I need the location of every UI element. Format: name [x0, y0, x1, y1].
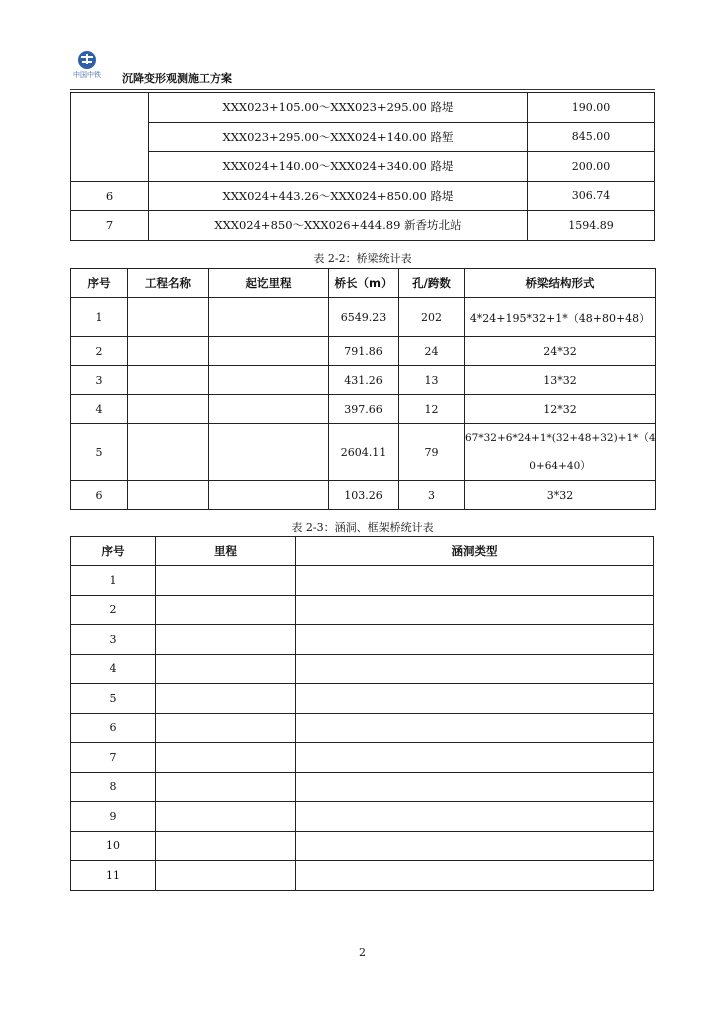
- table-row: [71, 625, 654, 655]
- spans-cell: 79: [399, 424, 465, 481]
- table-cell: [156, 713, 296, 743]
- range-cell: XXX024+850～XXX026+444.89 新香坊北站: [149, 211, 528, 241]
- name-cell: [128, 298, 209, 337]
- table-row: [71, 861, 654, 891]
- logo-text: 中国中铁: [73, 71, 101, 79]
- no-cell: 4: [71, 395, 128, 424]
- table2-caption: 表 2-2：桥梁统计表: [313, 252, 412, 265]
- table-cell: [296, 713, 654, 743]
- table-row: [71, 181, 655, 211]
- name-cell: [128, 366, 209, 395]
- spans-cell: 202: [399, 298, 465, 337]
- table-row: [71, 122, 655, 152]
- no-cell: 9: [71, 802, 156, 832]
- table3-caption: 表 2-3：涵洞、框架桥统计表: [291, 521, 434, 534]
- table-row: [71, 802, 654, 832]
- header-length: 桥长（m）: [329, 269, 399, 298]
- no-cell: 6: [71, 481, 128, 510]
- structure-cell: 4*24+195*32+1*（48+80+48）: [465, 298, 656, 337]
- length-cell: 397.66: [329, 395, 399, 424]
- table-row: [71, 713, 654, 743]
- no-cell: 2: [71, 595, 156, 625]
- header-no: 序号: [71, 537, 156, 566]
- no-cell: 1: [71, 566, 156, 596]
- name-cell: [128, 424, 209, 481]
- table-cell: [156, 743, 296, 773]
- no-cell: 3: [71, 366, 128, 395]
- table-cell: [156, 566, 296, 596]
- header-name: 工程名称: [128, 269, 209, 298]
- table-cell: [71, 93, 149, 182]
- page-number: 2: [359, 946, 366, 959]
- length-cell: 190.00: [528, 93, 655, 123]
- structure-line: 67*32+6*24+1*(32+48+32)+1*（4: [465, 432, 656, 444]
- spans-cell: 13: [399, 366, 465, 395]
- range-cell: XXX023+105.00～XXX023+295.00 路堤: [149, 93, 528, 123]
- table-cell: [156, 654, 296, 684]
- table-cell: [296, 625, 654, 655]
- header-range: 起讫里程: [209, 269, 329, 298]
- table-row: [71, 337, 656, 366]
- no-cell: 7: [71, 211, 149, 241]
- table-cell: [156, 595, 296, 625]
- no-cell: 6: [71, 181, 149, 211]
- range-cell: XXX023+295.00～XXX024+140.00 路堑: [149, 122, 528, 152]
- no-cell: 4: [71, 654, 156, 684]
- length-cell: 2604.11: [329, 424, 399, 481]
- no-cell: 11: [71, 861, 156, 891]
- table-cell: [296, 802, 654, 832]
- range-cell: XXX024+140.00～XXX024+340.00 路堤: [149, 152, 528, 182]
- table-cell: [156, 802, 296, 832]
- table-cell: [156, 772, 296, 802]
- table-cell: [296, 831, 654, 861]
- name-cell: [128, 481, 209, 510]
- table-cell: [296, 566, 654, 596]
- table-cell: [156, 831, 296, 861]
- length-cell: 6549.23: [329, 298, 399, 337]
- no-cell: 10: [71, 831, 156, 861]
- table-cell: [296, 772, 654, 802]
- table-row: [71, 684, 654, 714]
- name-cell: [128, 395, 209, 424]
- structure-line: 0+64+40）: [529, 460, 591, 472]
- no-cell: 7: [71, 743, 156, 773]
- name-cell: [128, 337, 209, 366]
- spans-cell: 24: [399, 337, 465, 366]
- table-row: [71, 566, 654, 596]
- structure-cell: 13*32: [465, 366, 656, 395]
- spans-cell: 12: [399, 395, 465, 424]
- table-row: [71, 93, 655, 123]
- table-cell: [156, 684, 296, 714]
- range-cell: [209, 298, 329, 337]
- range-cell: XXX024+443.26～XXX024+850.00 路堤: [149, 181, 528, 211]
- no-cell: 1: [71, 298, 128, 337]
- header-title: 沉降变形观测施工方案: [122, 72, 232, 85]
- subgrade-table: [70, 92, 655, 241]
- table-row: [71, 152, 655, 182]
- length-cell: 431.26: [329, 366, 399, 395]
- length-cell: 845.00: [528, 122, 655, 152]
- company-logo: [70, 50, 104, 80]
- table-header-row: [71, 269, 656, 298]
- no-cell: 5: [71, 424, 128, 481]
- table-row: [71, 595, 654, 625]
- table-row: [71, 211, 655, 241]
- header-no: 序号: [71, 269, 128, 298]
- table-row: [71, 366, 656, 395]
- table-row: [71, 298, 656, 337]
- table-row: [71, 481, 656, 510]
- table-cell: [296, 684, 654, 714]
- bridge-table: [70, 268, 656, 510]
- length-cell: 103.26: [329, 481, 399, 510]
- length-cell: 200.00: [528, 152, 655, 182]
- table-cell: [296, 654, 654, 684]
- length-cell: 1594.89: [528, 211, 655, 241]
- structure-cell: [465, 424, 656, 481]
- no-cell: 8: [71, 772, 156, 802]
- table-row: [71, 831, 654, 861]
- range-cell: [209, 395, 329, 424]
- structure-cell: 12*32: [465, 395, 656, 424]
- header-spans: 孔/跨数: [399, 269, 465, 298]
- spans-cell: 3: [399, 481, 465, 510]
- table-cell: [296, 743, 654, 773]
- table-row: [71, 772, 654, 802]
- table-row: [71, 395, 656, 424]
- range-cell: [209, 366, 329, 395]
- header-culvert-type: 涵洞类型: [296, 537, 654, 566]
- table-cell: [156, 861, 296, 891]
- length-cell: 791.86: [329, 337, 399, 366]
- header-mileage: 里程: [156, 537, 296, 566]
- range-cell: [209, 337, 329, 366]
- no-cell: 6: [71, 713, 156, 743]
- table-header-row: [71, 537, 654, 566]
- range-cell: [209, 424, 329, 481]
- no-cell: 2: [71, 337, 128, 366]
- structure-cell: 3*32: [465, 481, 656, 510]
- culvert-table: [70, 536, 654, 891]
- table-row: [71, 424, 656, 481]
- no-cell: 5: [71, 684, 156, 714]
- header-structure: 桥梁结构形式: [465, 269, 656, 298]
- table-cell: [296, 595, 654, 625]
- table-row: [71, 743, 654, 773]
- range-cell: [209, 481, 329, 510]
- header-divider: [70, 89, 655, 90]
- table-cell: [296, 861, 654, 891]
- structure-cell: 24*32: [465, 337, 656, 366]
- no-cell: 3: [71, 625, 156, 655]
- length-cell: 306.74: [528, 181, 655, 211]
- table-row: [71, 654, 654, 684]
- table-cell: [156, 625, 296, 655]
